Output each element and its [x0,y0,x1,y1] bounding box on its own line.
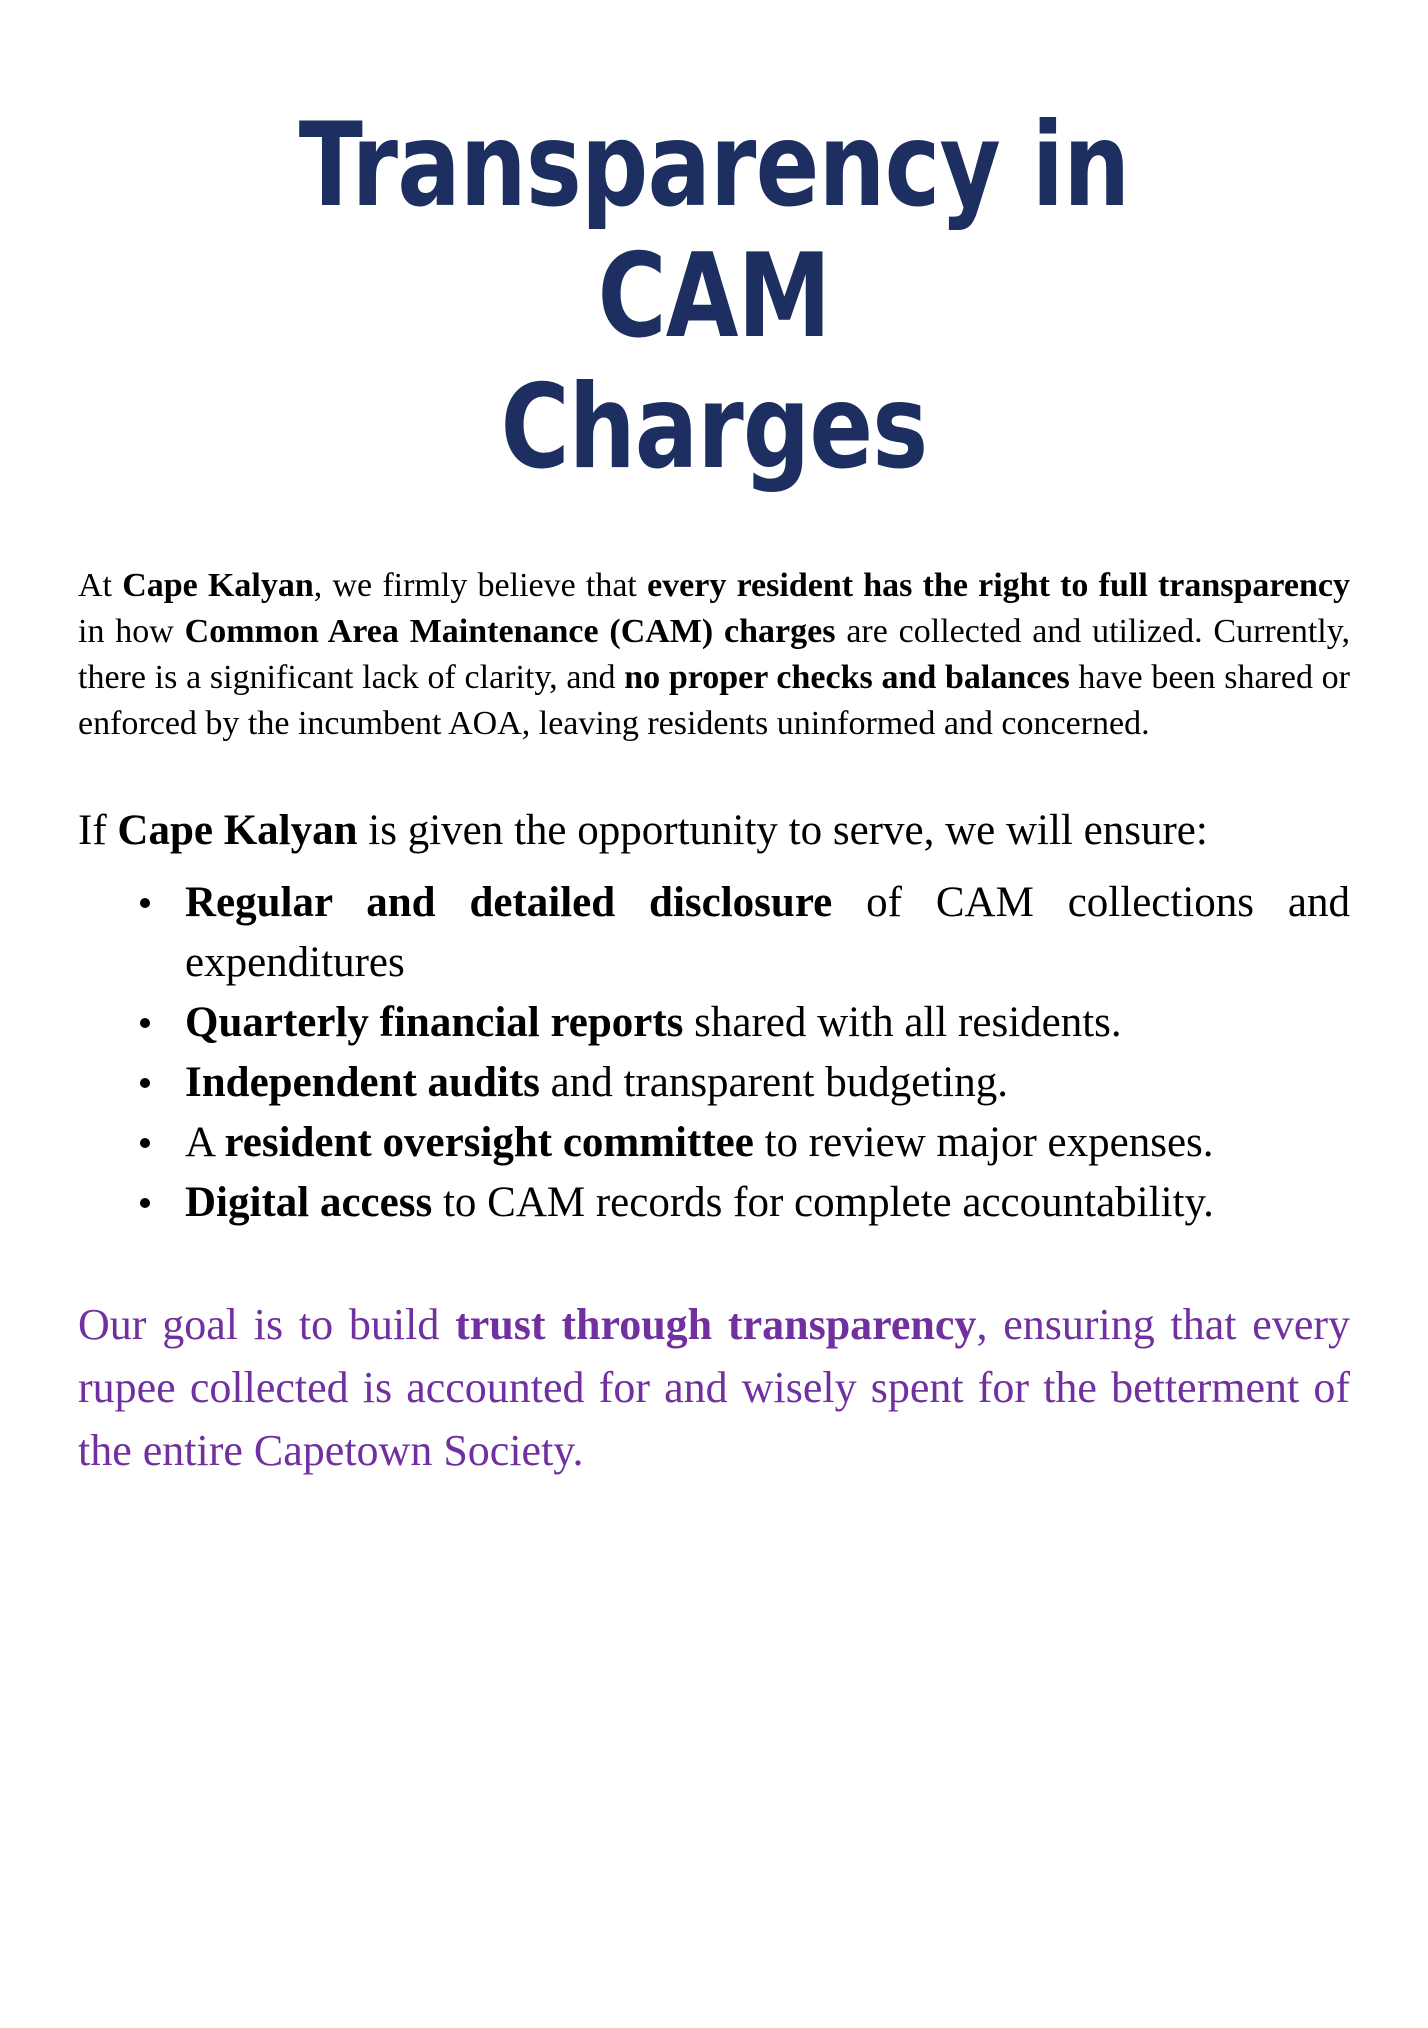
title-line-1: Transparency in CAM [298,98,1130,365]
list-item-text: A resident oversight committee to review major expenses. [185,1119,1214,1167]
bullet-icon [140,1078,150,1088]
list-item-text: Regular and detailed disclosure of CAM collections and expenditures [185,879,1350,987]
list-item-text: Quarterly financial reports shared with all residents. [185,999,1122,1047]
bullet-icon [140,1198,150,1208]
list-item [78,1053,1350,1113]
intro-paragraph: At Cape Kalyan, we firmly believe that every resident has the right to full transparency in how Common Area Maintenance (CAM) charges are collected and utilized. Currently, there is a significant lack of clarity, and no proper checks and balances have been shared or enforced by the incumbent AOA, leaving residents uninformed and concerned. [78,567,1351,743]
promise-paragraph: If Cape Kalyan is given the opportunity to serve, we will ensure: [78,807,1208,855]
list-item [78,993,1350,1053]
commitments-list [78,873,1350,1233]
list-item [78,1173,1350,1233]
bullet-icon [140,1018,150,1028]
title-line-2: Charges [500,360,928,496]
bullet-icon [140,898,150,908]
goal-paragraph: Our goal is to build trust through transparency, ensuring that every rupee collected is accounted for and wisely spent for the betterment of the entire Capetown Society. [78,1300,1351,1476]
list-item [78,873,1350,993]
page-title [199,98,1229,496]
list-item-text: Digital access to CAM records for complete accountability. [185,1179,1214,1227]
list-item-text: Independent audits and transparent budgeting. [185,1059,1008,1107]
bullet-icon [140,1138,150,1148]
list-item [78,1113,1350,1173]
